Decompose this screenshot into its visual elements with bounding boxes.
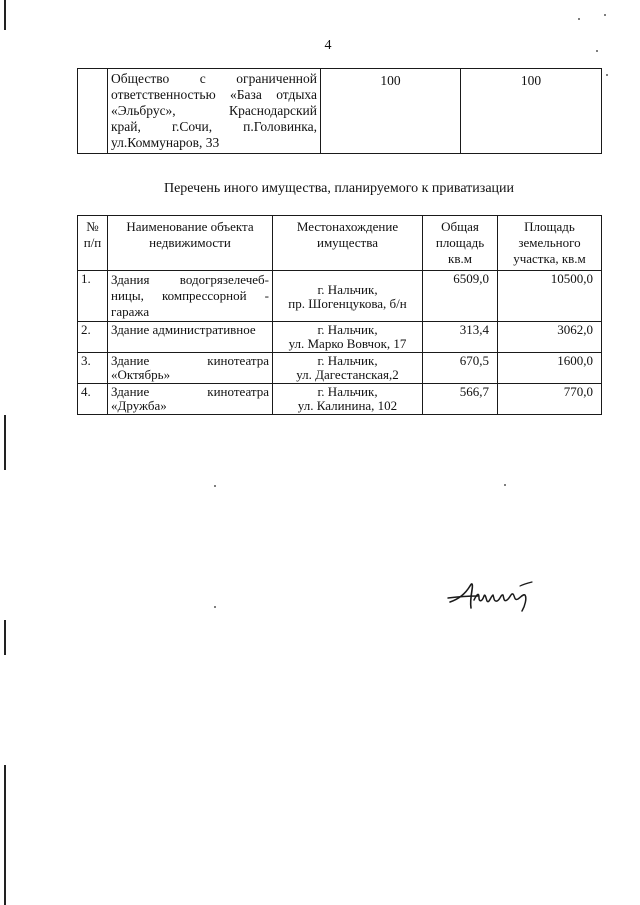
- location-line: г. Нальчик,: [317, 353, 378, 368]
- list-title: Перечень иного имущества, планируемого к приватизации: [163, 181, 515, 196]
- row-number: 2.: [78, 322, 108, 353]
- row-number: 1.: [78, 271, 108, 322]
- location-line: ул. Марко Вовчок, 17: [288, 336, 407, 351]
- total-area: 6509,0: [423, 271, 498, 322]
- table-row: [78, 353, 602, 384]
- total-area: 313,4: [423, 322, 498, 353]
- scan-speck: [606, 74, 608, 76]
- property-name: Здание кинотеатра «Октябрь»: [108, 353, 273, 384]
- property-name: Здание административное: [108, 322, 273, 353]
- location-line: г. Нальчик,: [317, 322, 378, 337]
- location-line: пр. Шогенцукова, б/н: [288, 296, 407, 311]
- scan-speck: [214, 485, 216, 487]
- value-cell: 100: [321, 69, 461, 154]
- property-location: [273, 353, 423, 384]
- property-table: [77, 215, 602, 415]
- value-cell: 100: [461, 69, 602, 154]
- location-line: ул. Дагестанская,2: [296, 367, 399, 382]
- land-area: 770,0: [498, 384, 602, 415]
- carried-over-table: [77, 68, 602, 154]
- org-line: ответственностью «База отдыха: [111, 87, 317, 102]
- org-line: Общество с ограниченной: [111, 71, 317, 86]
- scan-speck: [604, 14, 606, 16]
- table-header-row: [78, 216, 602, 271]
- scan-speck: [504, 484, 506, 486]
- location-line: ул. Калинина, 102: [297, 398, 398, 413]
- total-area: 566,7: [423, 384, 498, 415]
- table-row: [78, 384, 602, 415]
- header-area: Общая площадь кв.м: [423, 216, 498, 271]
- org-line: «Эльбрус», Краснодарский: [111, 103, 317, 118]
- scan-speck: [596, 50, 598, 52]
- property-location: [273, 271, 423, 322]
- row-number: 3.: [78, 353, 108, 384]
- row-number-cell: [78, 69, 108, 154]
- page-number: 4: [324, 38, 332, 53]
- scan-margin-line: [4, 0, 6, 30]
- header-land-area: Площадь земельного участка, кв.м: [498, 216, 602, 271]
- scan-margin-line: [4, 765, 6, 905]
- property-name: Здания водогрязелечеб-ницы, компрессорной - гаража: [108, 271, 273, 322]
- scan-margin-line: [4, 620, 6, 655]
- scan-margin-line: [4, 415, 6, 470]
- org-line: край, г.Сочи, п.Головинка,: [111, 119, 317, 134]
- location-line: г. Нальчик,: [317, 282, 378, 297]
- header-name: Наименование объекта недвижимости: [108, 216, 273, 271]
- land-area: 1600,0: [498, 353, 602, 384]
- row-number: 4.: [78, 384, 108, 415]
- table-row: [78, 271, 602, 322]
- org-line: ул.Коммунаров, 33: [111, 135, 220, 150]
- table-row: [78, 69, 602, 154]
- header-location: Местонахождение имущества: [273, 216, 423, 271]
- land-area: 3062,0: [498, 322, 602, 353]
- scan-speck: [214, 606, 216, 608]
- property-location: [273, 322, 423, 353]
- location-line: г. Нальчик,: [317, 384, 378, 399]
- organization-cell: [108, 69, 321, 154]
- signature-icon: [446, 578, 536, 614]
- property-name: Здание кинотеатра «Дружба»: [108, 384, 273, 415]
- scan-speck: [578, 18, 580, 20]
- table-row: [78, 322, 602, 353]
- total-area: 670,5: [423, 353, 498, 384]
- land-area: 10500,0: [498, 271, 602, 322]
- property-location: [273, 384, 423, 415]
- header-number: № п/п: [78, 216, 108, 271]
